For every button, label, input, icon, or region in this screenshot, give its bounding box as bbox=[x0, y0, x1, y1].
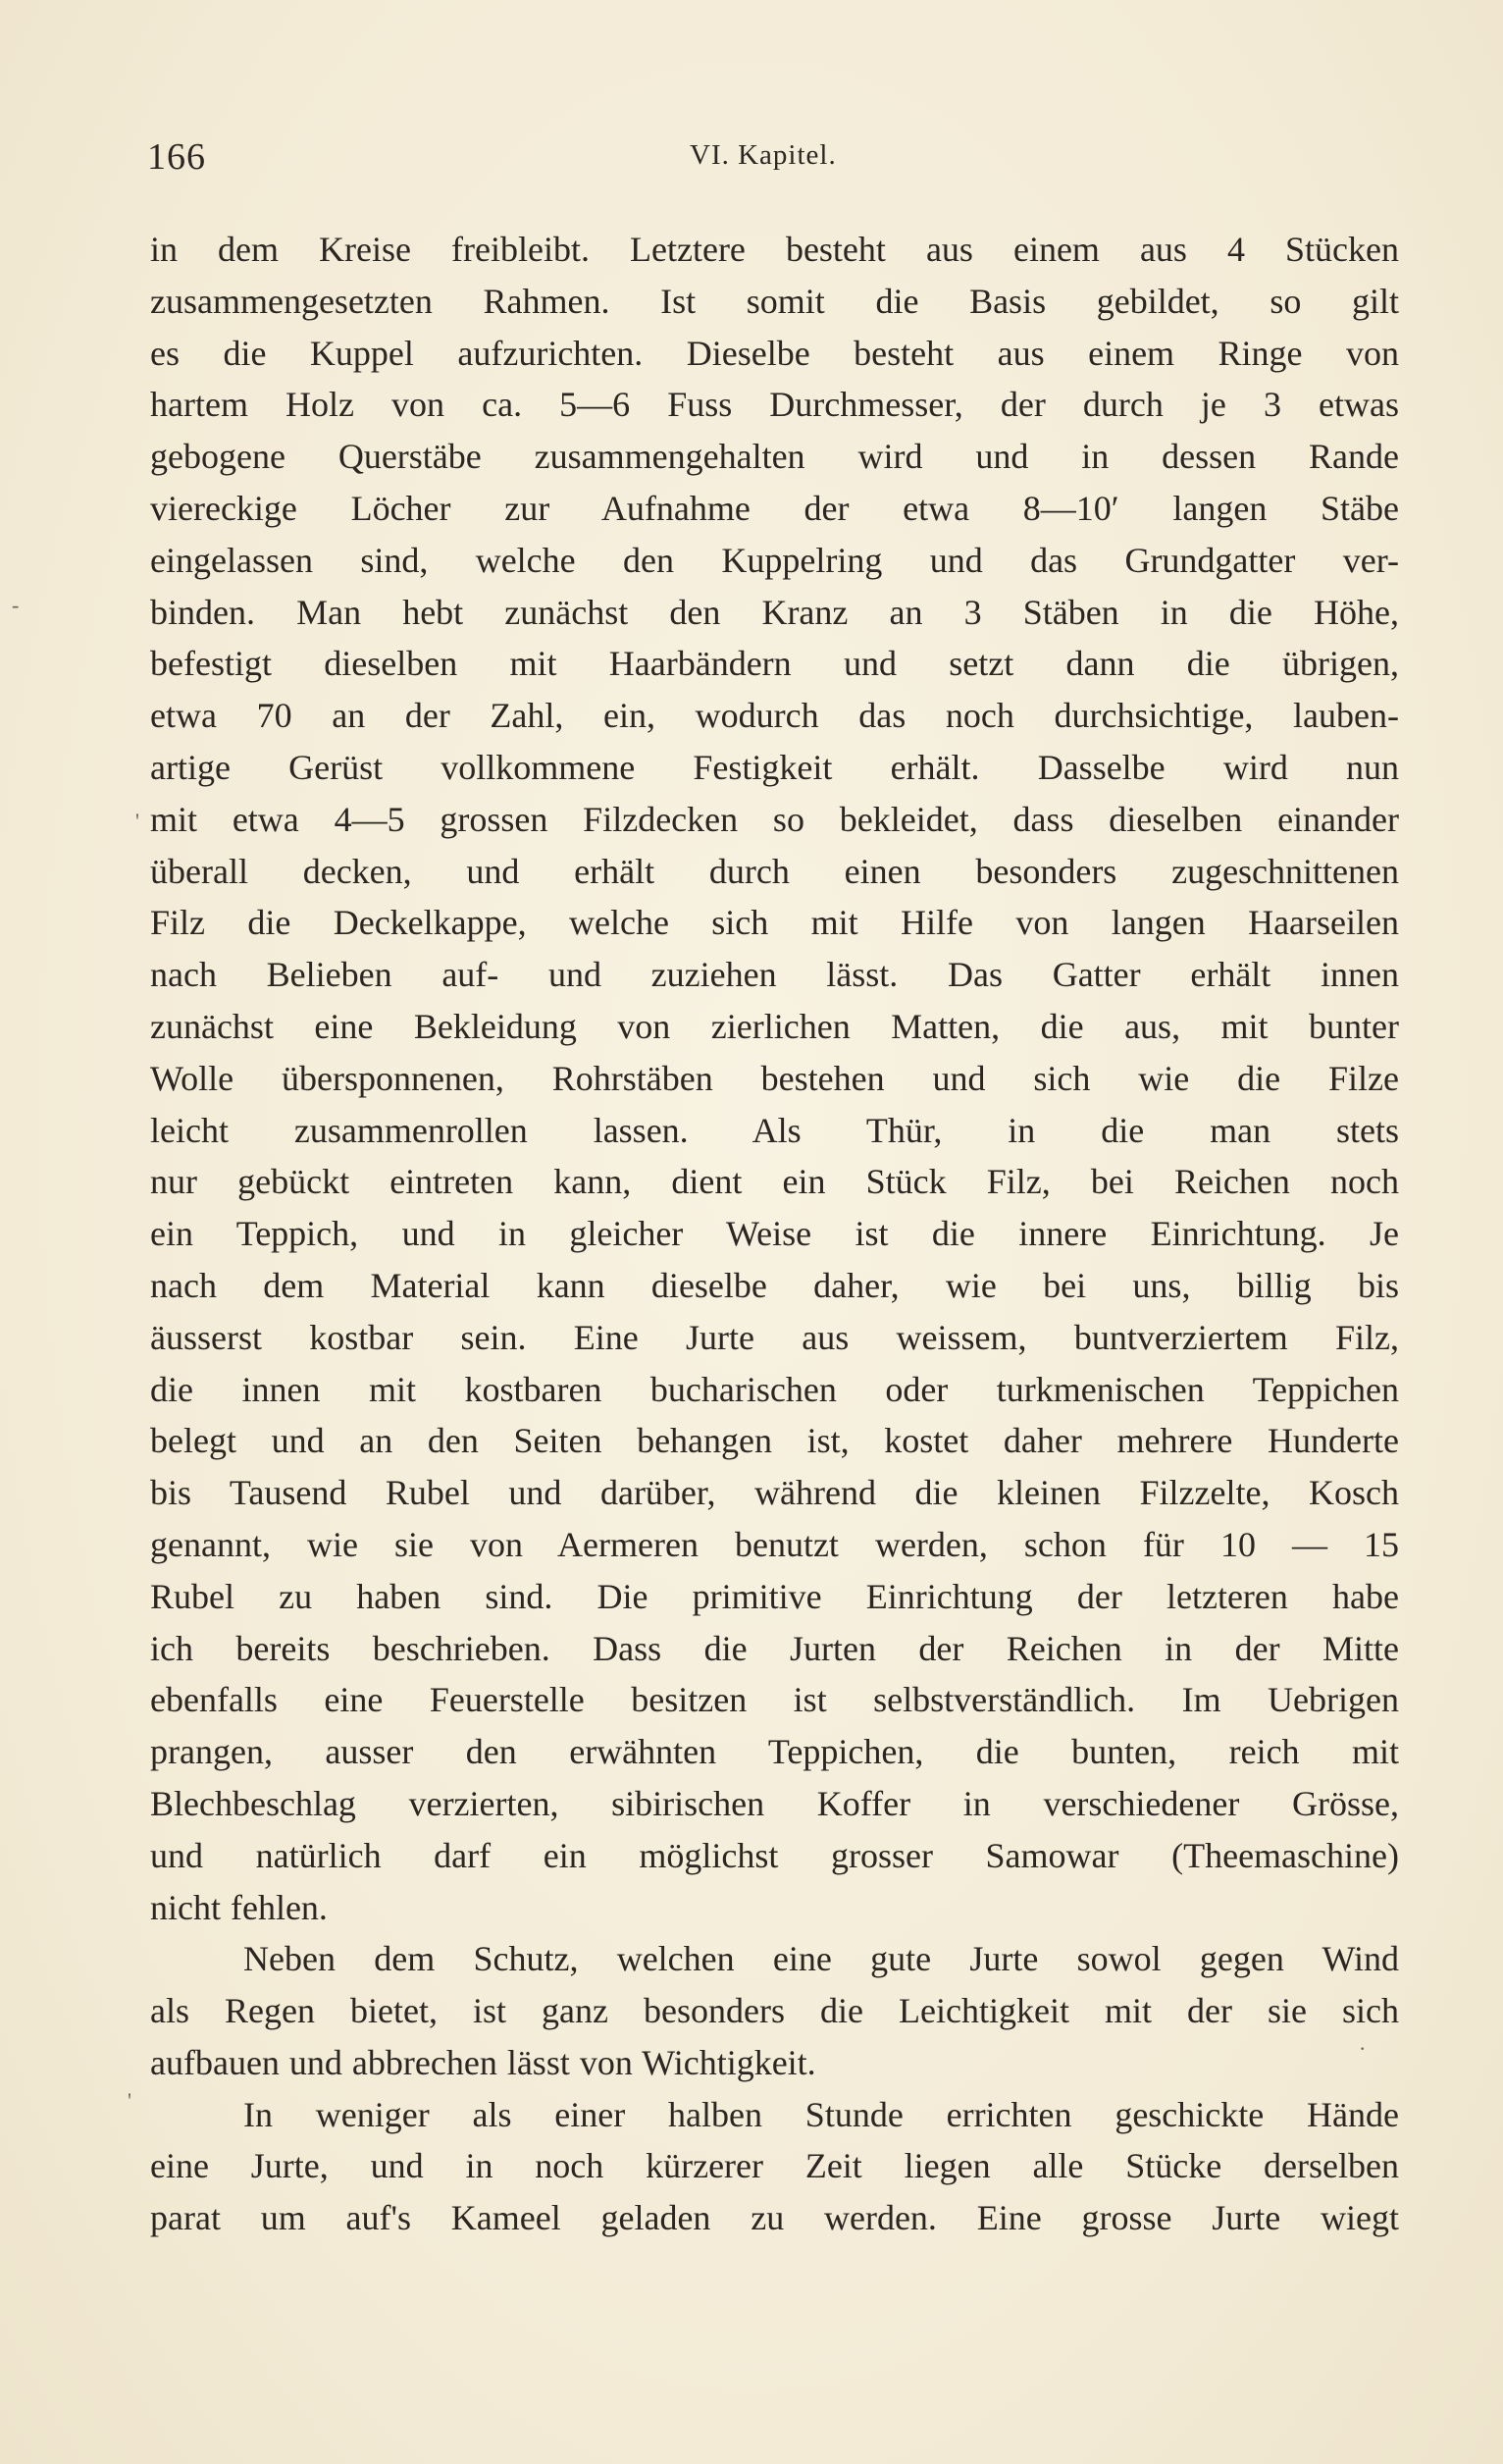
margin-mark: · bbox=[1359, 2036, 1367, 2061]
text-line: äusserst kostbar sein. Eine Jurte aus weissem, buntverziertem Filz, bbox=[150, 1317, 1399, 1357]
text-line: nach Belieben auf- und zuziehen lässt. Das Gatter erhält innen bbox=[150, 955, 1399, 995]
page-header bbox=[147, 135, 1403, 184]
text-line: Filz die Deckelkappe, welche sich mit Hilfe von langen Haarseilen bbox=[150, 903, 1399, 943]
text-line: mit etwa 4—5 grossen Filzdecken so bekleidet, dass dieselben einander bbox=[150, 799, 1399, 839]
text-line: ebenfalls eine Feuerstelle besitzen ist selbstverständlich. Im Uebrigen bbox=[150, 1680, 1399, 1720]
running-head: VI. Kapitel. bbox=[690, 139, 837, 171]
text-line: genannt, wie sie von Aermeren benutzt werden, schon für 10 — 15 bbox=[150, 1524, 1399, 1564]
text-line: nach dem Material kann dieselbe daher, wie bei uns, billig bis bbox=[150, 1265, 1399, 1305]
text-line: bis Tausend Rubel und darüber, während die kleinen Filzzelte, Kosch bbox=[150, 1473, 1399, 1513]
text-line: viereckige Löcher zur Aufnahme der etwa 8—10′ langen Stäbe bbox=[150, 488, 1399, 528]
text-line: Wolle übersponnenen, Rohrstäben bestehen und sich wie die Filze bbox=[150, 1058, 1399, 1098]
text-line: hartem Holz von ca. 5—6 Fuss Durchmesser, der durch je 3 etwas bbox=[150, 385, 1399, 425]
text-line: aufbauen und abbrechen lässt von Wichtigkeit. bbox=[150, 2042, 816, 2082]
text-line: etwa 70 an der Zahl, ein, wodurch das noch durchsichtige, lauben- bbox=[150, 696, 1399, 736]
text-line: überall decken, und erhält durch einen besonders zugeschnittenen bbox=[150, 851, 1399, 891]
text-line: parat um auf's Kameel geladen zu werden. Eine grosse Jurte wiegt bbox=[150, 2198, 1399, 2238]
text-line: eingelassen sind, welche den Kuppelring und das Grundgatter ver- bbox=[150, 540, 1399, 580]
text-line: die innen mit kostbaren bucharischen oder turkmenischen Teppichen bbox=[150, 1369, 1399, 1409]
text-line: belegt und an den Seiten behangen ist, kostet daher mehrere Hunderte bbox=[150, 1421, 1399, 1461]
text-line: nur gebückt eintreten kann, dient ein Stück Filz, bei Reichen noch bbox=[150, 1162, 1399, 1202]
text-line: gebogene Querstäbe zusammengehalten wird und in dessen Rande bbox=[150, 437, 1399, 477]
text-line: artige Gerüst vollkommene Festigkeit erhält. Dasselbe wird nun bbox=[150, 747, 1399, 787]
text-line: In weniger als einer halben Stunde errichten geschickte Hände bbox=[243, 2094, 1399, 2134]
text-line: Blechbeschlag verzierten, sibirischen Koffer in verschiedener Grösse, bbox=[150, 1783, 1399, 1823]
body-text bbox=[150, 224, 1399, 2244]
text-line: Neben dem Schutz, welchen eine gute Jurte sowol gegen Wind bbox=[243, 1939, 1399, 1979]
text-line: binden. Man hebt zunächst den Kranz an 3 Stäben in die Höhe, bbox=[150, 592, 1399, 632]
text-line: befestigt dieselben mit Haarbändern und setzt dann die übrigen, bbox=[150, 644, 1399, 684]
text-line: und natürlich darf ein möglichst grosser Samowar (Theemaschine) bbox=[150, 1835, 1399, 1875]
text-line: eine Jurte, und in noch kürzerer Zeit liegen alle Stücke derselben bbox=[150, 2146, 1399, 2186]
text-line: Rubel zu haben sind. Die primitive Einrichtung der letzteren habe bbox=[150, 1576, 1399, 1616]
margin-mark: ' bbox=[135, 809, 139, 833]
text-line: leicht zusammenrollen lassen. Als Thür, in die man stets bbox=[150, 1110, 1399, 1150]
text-line: ein Teppich, und in gleicher Weise ist die innere Einrichtung. Je bbox=[150, 1214, 1399, 1254]
text-line: prangen, ausser den erwähnten Teppichen, die bunten, reich mit bbox=[150, 1732, 1399, 1772]
margin-mark: ' bbox=[128, 2088, 131, 2113]
text-line: nicht fehlen. bbox=[150, 1887, 328, 1927]
text-line: als Regen bietet, ist ganz besonders die Leichtigkeit mit der sie sich bbox=[150, 1991, 1399, 2031]
text-line: zusammengesetzten Rahmen. Ist somit die Basis gebildet, so gilt bbox=[150, 281, 1399, 321]
text-line: ich bereits beschrieben. Dass die Jurten der Reichen in der Mitte bbox=[150, 1628, 1399, 1668]
page-number: 166 bbox=[147, 136, 206, 178]
text-line: es die Kuppel aufzurichten. Dieselbe besteht aus einem Ringe von bbox=[150, 333, 1399, 373]
text-line: in dem Kreise freibleibt. Letztere besteht aus einem aus 4 Stücken bbox=[150, 230, 1399, 269]
margin-mark: - bbox=[12, 593, 20, 617]
text-line: zunächst eine Bekleidung von zierlichen Matten, die aus, mit bunter bbox=[150, 1006, 1399, 1046]
